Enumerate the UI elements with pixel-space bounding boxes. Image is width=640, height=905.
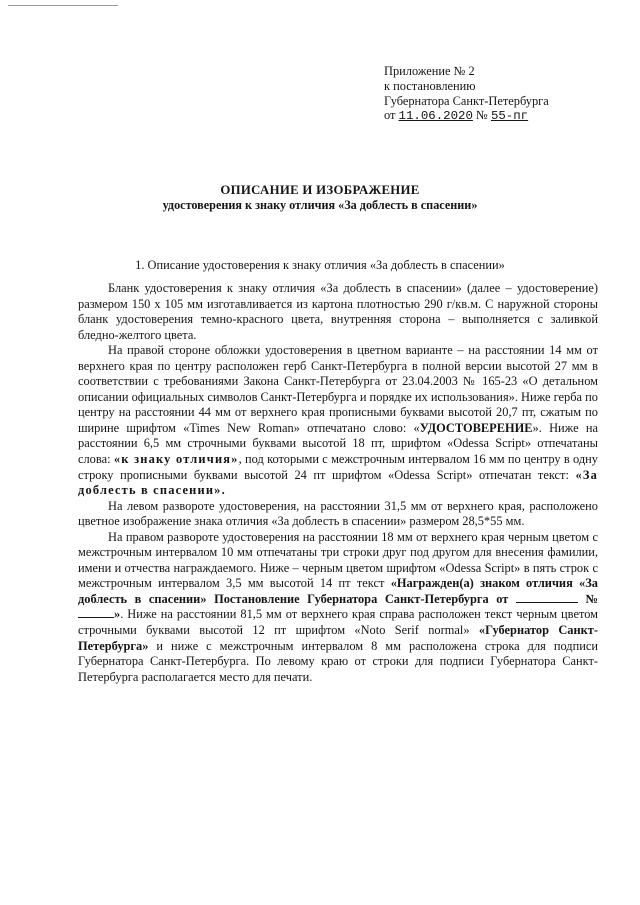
paragraph-1: Бланк удостоверения к знаку отличия «За доблесть в спасении» (далее – удостоверение) размером 150 х 105 мм изготавливается из картона плотностью 290 г/кв.м. С наружной стороны бланк удостоверения темно-красного цвета, внутренняя сторона – выполняется с заливкой бледно-желтого цвета. [78,281,598,342]
paragraph-2-text: На правой стороне обложки удостоверения в цветном варианте – на расстоянии 14 мм от верхнего края по центру расположен герб Санкт-Петербурга в полной версии высотой 27 мм в соответствии с требованиями Закона Санкт-Петербурга от 23.04.2003 № 165-23 «О детальном описании официальных символов Санкт-Петербурга и порядке их использования». Ниже герба по центру на расстоянии 44 мм от верхнего края прописными буквами высотой 20,7 пт, сжатым по ширине шрифтом «Times New Roman» отпечатано слово: « [78,343,598,435]
decree-number: 55-пг [490,109,529,124]
document-title: ОПИСАНИЕ И ИЗОБРАЖЕНИЕ [220,183,420,197]
certificate-word: УДОСТОВЕРЕНИЕ [419,420,533,435]
paragraph-4-text-end: и ниже с межстрочным интервалом 8 мм расположена строка для подписи Губернатора Санкт-Петербурга. По левому краю от строки для подписи Губернатора Санкт-Петербурга располагается место для печати. [78,638,598,684]
award-phrase-text: «Награжден(а) знаком отличия «За доблесть в спасении» Постановление Губернатора Санкт-Петербурга от [78,576,598,606]
paragraph-4-text-cont: . Ниже на расстоянии 81,5 мм от верхнего края справа расположен текст черным цветом строчными буквами высотой 12 пт шрифтом «Noto Serif normal» [78,607,598,638]
date-blank-line [516,602,578,603]
appendix-number: Приложение № 2 [384,64,475,78]
appendix-authority: Губернатора Санкт-Петербурга [384,93,549,108]
paragraph-2-text-cont2: , под которыми с межстрочным интервалом 16 мм по центру в одну строку прописными буквами высотой 24 пт шрифтом «Odessa Script» отпечатан текст: [78,452,598,482]
scan-edge-line [8,5,118,6]
award-title-text: «За доблесть в спасении». [78,467,598,498]
number-prefix: № [472,108,491,123]
appendix-date-line [384,108,549,124]
paragraph-2 [78,343,598,498]
award-phrase-end: » [114,607,121,622]
paragraph-4-text: На правом развороте удостоверения на расстоянии 18 мм от верхнего края черным цветом с межстрочным интервалом 10 мм отпечатаны три строки друг под другом для внесения фамилии, имени и отчества награждаемого. Ниже – черным цветом шрифтом «Odessa Script» в пять строк с межстрочным интервалом 3,5 мм высотой 14 пт текст [78,529,598,591]
number-blank-line [78,617,114,618]
paragraph-2-text-cont: ». Ниже на расстоянии 6,5 мм строчными буквами высотой 18 пт, шрифтом «Odessa Script» отпечатаны слова: [78,420,598,467]
decree-date: 11.06.2020 [398,109,473,124]
section-heading: 1. Описание удостоверения к знаку отличия «За доблесть в спасении» [135,258,505,272]
appendix-ref: к постановлению [384,78,476,93]
paragraph-4 [78,530,598,685]
appendix-block [384,64,549,124]
award-phrase-number-sign: № [577,591,598,606]
governor-title: «Губернатор Санкт-Петербурга» [78,623,598,653]
document-body [78,281,598,685]
paragraph-3: На левом развороте удостоверения, на расстоянии 31,5 мм от верхнего края, расположено цветное изображение знака отличия «За доблесть в спасении» размером 28,5*55 мм. [78,498,598,529]
script-words: «к знаку отличия» [113,452,239,467]
date-prefix: от [384,108,399,123]
document-subtitle: удостоверения к знаку отличия «За доблесть в спасении» [162,198,478,212]
